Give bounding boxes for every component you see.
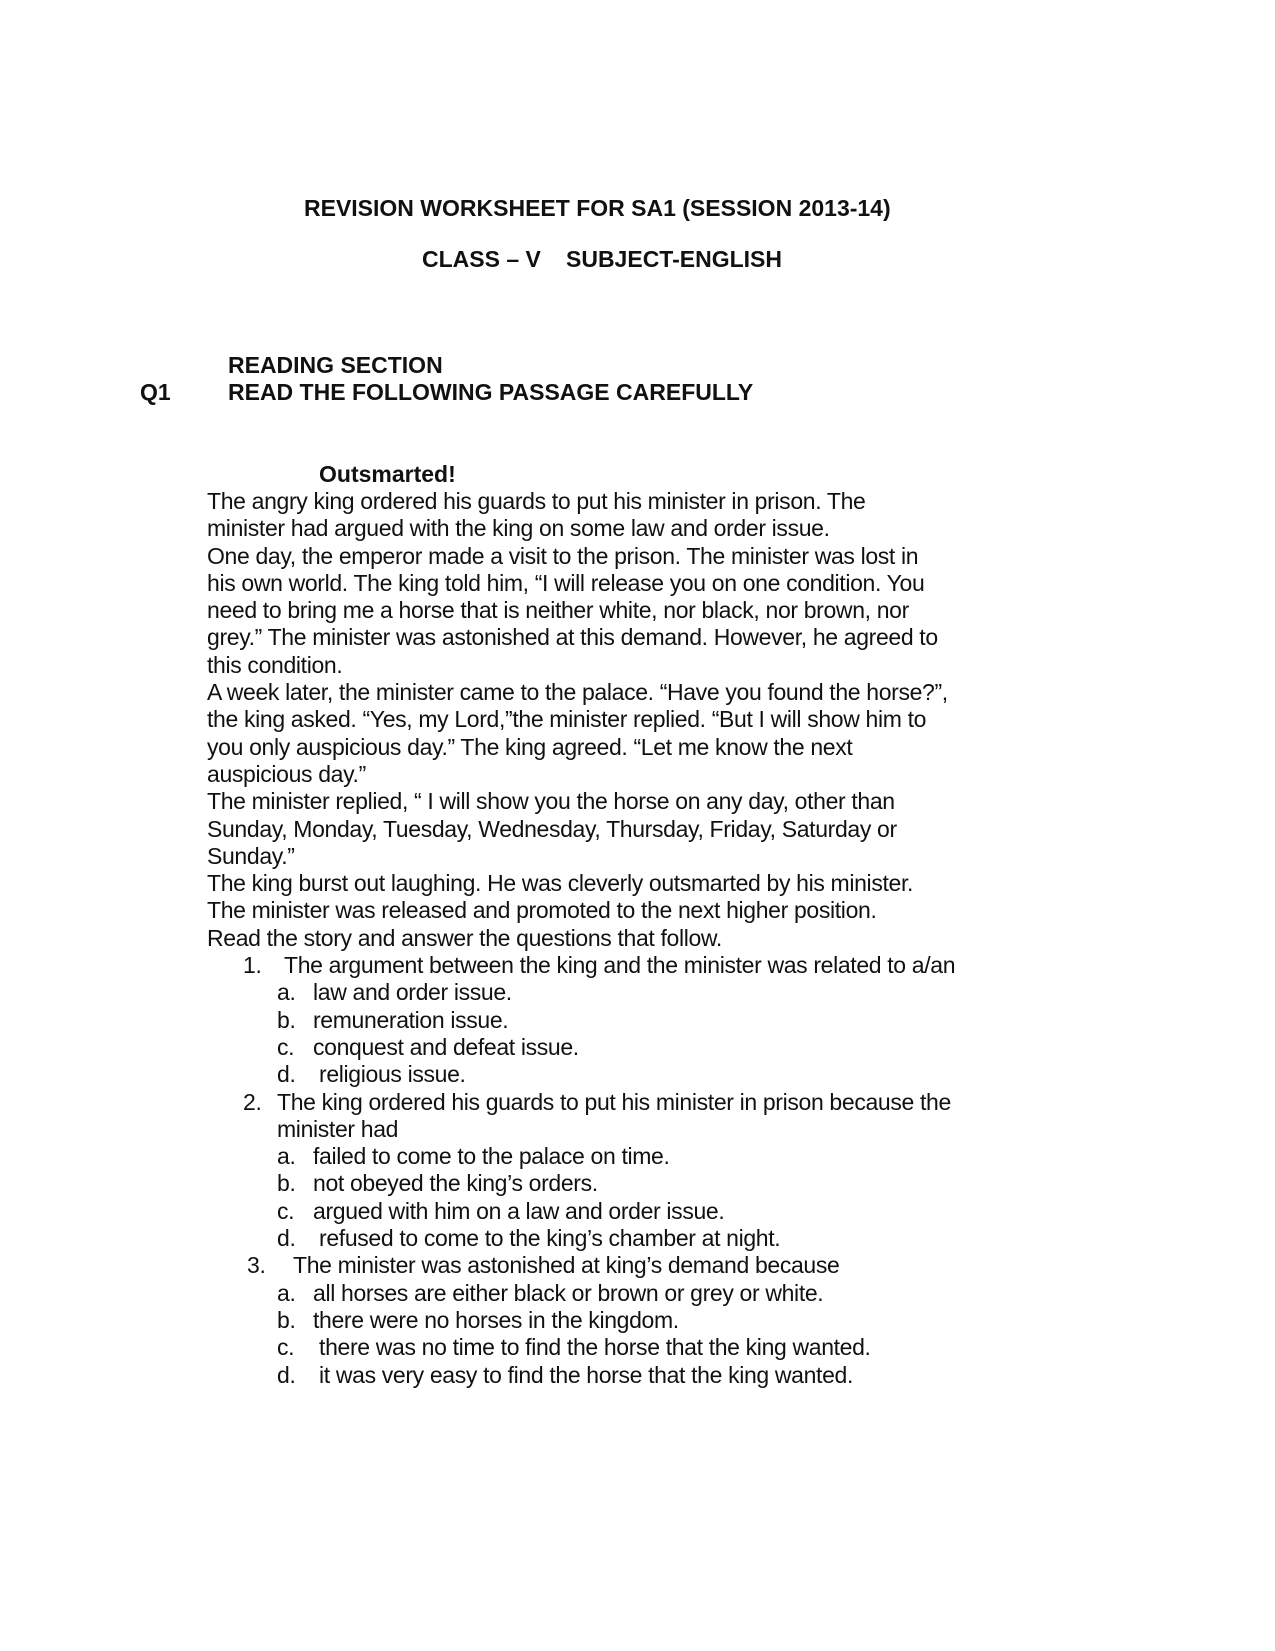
question-number: 2. xyxy=(243,1088,262,1115)
passage xyxy=(207,488,956,1389)
question-number: 3. xyxy=(247,1252,266,1279)
option-label: c. xyxy=(277,1033,295,1060)
option-label: b. xyxy=(277,1306,296,1333)
option-text: there was no time to find the horse that the king wanted. xyxy=(313,1334,871,1361)
passage-line: Sunday, Monday, Tuesday, Wednesday, Thursday, Friday, Saturday or xyxy=(207,815,897,842)
worksheet-title: REVISION WORKSHEET FOR SA1 (SESSION 2013-14) xyxy=(304,195,891,221)
question-text: The king ordered his guards to put his minister in prison because the xyxy=(277,1088,951,1115)
answer-option xyxy=(207,1280,948,1307)
question-line xyxy=(207,952,956,979)
answer-option xyxy=(207,1225,948,1252)
question-text: The argument between the king and the minister was related to a/an xyxy=(284,952,956,979)
answer-option xyxy=(207,1334,948,1361)
question-line xyxy=(207,1116,948,1143)
question-number: 1. xyxy=(243,952,262,979)
question-text: The minister was astonished at king’s demand because xyxy=(293,1252,840,1279)
option-text: failed to come to the palace on time. xyxy=(313,1143,670,1170)
passage-line: The minister replied, “ I will show you the horse on any day, other than xyxy=(207,788,895,815)
passage-line: auspicious day.” xyxy=(207,760,366,787)
passage-line: One day, the emperor made a visit to the prison. The minister was lost in xyxy=(207,542,919,569)
option-text: all horses are either black or brown or grey or white. xyxy=(313,1279,824,1306)
answer-option xyxy=(207,1170,948,1197)
answer-option xyxy=(207,979,948,1006)
passage-line: The angry king ordered his guards to put his minister in prison. The xyxy=(207,488,866,514)
option-label: d. xyxy=(277,1061,296,1088)
option-text: law and order issue. xyxy=(313,979,512,1006)
option-label: a. xyxy=(277,979,296,1006)
option-label: c. xyxy=(277,1334,295,1361)
passage-line: need to bring me a horse that is neither white, nor black, nor brown, nor xyxy=(207,597,909,624)
option-text: argued with him on a law and order issue. xyxy=(313,1197,725,1224)
class-label: CLASS – V xyxy=(422,246,541,272)
option-text: religious issue. xyxy=(313,1061,466,1088)
passage-line: this condition. xyxy=(207,651,343,678)
section-heading: READING SECTION xyxy=(228,352,443,378)
option-text: refused to come to the king’s chamber at night. xyxy=(313,1225,781,1252)
answer-option xyxy=(207,1307,948,1334)
subject-label: SUBJECT-ENGLISH xyxy=(566,246,782,272)
option-text: not obeyed the king’s orders. xyxy=(313,1170,598,1197)
answer-option xyxy=(207,1007,948,1034)
answer-option xyxy=(207,1034,948,1061)
passage-line: minister had argued with the king on some law and order issue. xyxy=(207,515,830,542)
option-label: b. xyxy=(277,1006,296,1033)
passage-line: The minister was released and promoted to the next higher position. xyxy=(207,897,877,924)
option-label: a. xyxy=(277,1279,296,1306)
passage-title: Outsmarted! xyxy=(319,461,456,487)
question-instruction: READ THE FOLLOWING PASSAGE CAREFULLY xyxy=(228,379,754,405)
question-number: Q1 xyxy=(140,379,171,405)
option-label: d. xyxy=(277,1361,296,1388)
option-label: b. xyxy=(277,1170,296,1197)
option-text: it was very easy to find the horse that the king wanted. xyxy=(313,1361,854,1388)
answer-option xyxy=(207,1198,948,1225)
question-text: minister had xyxy=(277,1115,399,1142)
passage-line: Read the story and answer the questions that follow. xyxy=(207,924,722,951)
passage-line: the king asked. “Yes, my Lord,”the minister replied. “But I will show him to xyxy=(207,706,927,733)
option-label: d. xyxy=(277,1225,296,1252)
option-label: a. xyxy=(277,1143,296,1170)
question-line xyxy=(207,1252,948,1279)
passage-line: Sunday.” xyxy=(207,842,295,869)
answer-option xyxy=(207,1061,948,1088)
answer-option xyxy=(207,1362,948,1389)
passage-line: grey.” The minister was astonished at this demand. However, he agreed to xyxy=(207,624,938,651)
passage-line: you only auspicious day.” The king agreed. “Let me know the next xyxy=(207,733,853,760)
passage-line: his own world. The king told him, “I will release you on one condition. You xyxy=(207,569,925,596)
passage-line: A week later, the minister came to the palace. “Have you found the horse?”, xyxy=(207,679,948,706)
passage-line: The king burst out laughing. He was cleverly outsmarted by his minister. xyxy=(207,870,914,897)
question-line xyxy=(207,1088,951,1116)
option-text: there were no horses in the kingdom. xyxy=(313,1306,679,1333)
option-text: conquest and defeat issue. xyxy=(313,1033,579,1060)
option-label: c. xyxy=(277,1197,295,1224)
option-text: remuneration issue. xyxy=(313,1006,509,1033)
answer-option xyxy=(207,1143,948,1170)
